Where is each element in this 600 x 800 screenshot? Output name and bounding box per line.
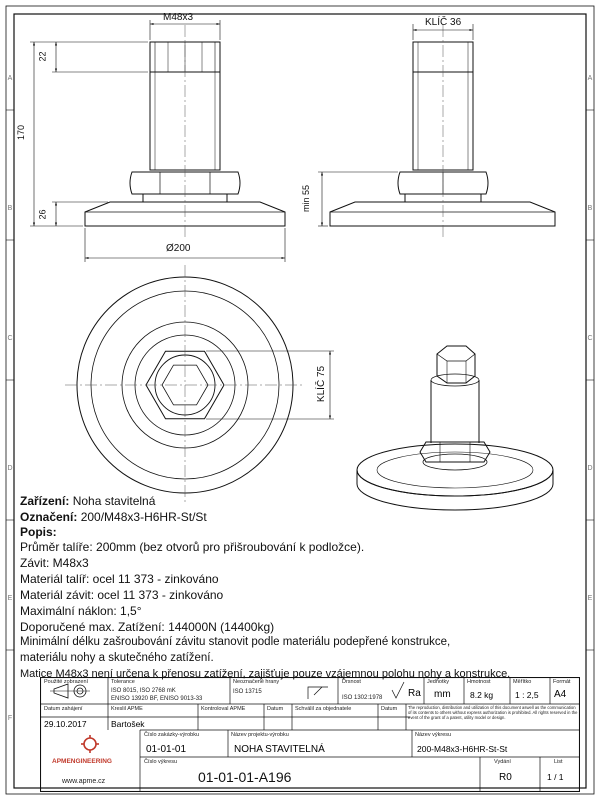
dim-key-36: KLÍČ 36	[425, 17, 462, 28]
drawing-no-value: 01-01-01-A196	[198, 769, 292, 785]
date-label: Datum	[381, 706, 398, 712]
standard-label: Použité zobrazení	[44, 679, 89, 685]
order-label: Číslo zakázky-výrobku	[144, 732, 200, 738]
dim-diameter-200: Ø200	[166, 243, 191, 254]
zone-letter-a-left: A	[7, 75, 13, 82]
format-value: A4	[554, 689, 567, 700]
drawing-no-label: Číslo výkresu	[144, 759, 178, 765]
project-label: Název projektu-výrobku	[231, 732, 289, 738]
dim-key-75: KLÍČ 75	[316, 365, 328, 403]
designation-line	[20, 510, 207, 524]
order-value: 01-01-01	[146, 744, 187, 755]
drawing-name-label: Název výkresu	[415, 732, 452, 738]
format-label: Formát	[553, 679, 571, 685]
side-dimensions	[318, 24, 473, 226]
drawn-value: Bartošek	[111, 719, 145, 729]
dim-min-55: min 55	[301, 184, 312, 213]
spec-line: Materiál talíř: ocel 11 373 - zinkováno	[20, 572, 219, 586]
tolerance-line: ENISO 13920 BF, ENISO 9013-33	[111, 696, 203, 702]
spec-line: Maximální náklon: 1,5°	[20, 604, 142, 618]
drawn-label: Kreslil APME	[111, 706, 143, 712]
spec-line: Materiál závit: ocel 11 373 - zinkováno	[20, 588, 224, 602]
roughness-label: Drsnost	[342, 679, 361, 685]
roughness-value: ISO 1302:1978	[342, 695, 383, 701]
note-line: materiálu nohy a skutečného zatížení.	[20, 652, 214, 664]
unspec-edges-label: Neoznačené hrany	[233, 679, 280, 685]
issue-value: R0	[499, 772, 512, 783]
checked-label: Kontroloval APME	[201, 706, 246, 712]
scale-value: 1 : 2,5	[515, 690, 539, 700]
unspec-edges-value: ISO 13715	[233, 689, 262, 695]
designation-label: Označení:	[20, 510, 78, 524]
side-view	[330, 42, 555, 226]
company-logo	[81, 735, 99, 753]
drawing-name-value: 200-M48x3-H6HR-St-St	[417, 744, 508, 754]
zone-letter-c-left: C	[7, 335, 13, 342]
zone-letter-d-right: D	[587, 465, 593, 472]
sheet-label: List	[554, 759, 563, 765]
device-label: Zařízení:	[20, 494, 70, 508]
website: www.apme.cz	[62, 778, 106, 785]
spec-line: Doporučené max. Zatížení: 144000N (14400kg)	[20, 620, 275, 634]
sheet-value: 1 / 1	[547, 772, 564, 782]
mass-value: 8.2 kg	[470, 690, 494, 700]
zone-letter-a-right: A	[587, 75, 593, 82]
note-line: Minimální délku zašroubování závitu stanovit podle materiálu podepřené konstrukce,	[20, 636, 451, 648]
units-value: mm	[434, 689, 451, 700]
dim-thread-m48x3: M48x3	[163, 12, 194, 23]
mass-label: Hmotnost	[467, 679, 491, 685]
edge-symbol	[308, 687, 328, 699]
spec-line: Závit: M48x3	[20, 556, 89, 570]
date-start-value: 29.10.2017	[44, 719, 87, 729]
device-value: Noha stavitelná	[72, 494, 156, 508]
tolerance-label: Tolerance	[111, 679, 135, 685]
tolerance-line: ISO 8015, ISO 2768 mK	[111, 688, 176, 694]
device-line	[20, 494, 155, 508]
scale-label: Měřítko	[513, 679, 532, 685]
roughness-ra: Ra	[408, 688, 421, 699]
date-label: Datum	[267, 706, 284, 712]
company-name: APMENGINEERING	[52, 758, 112, 765]
zone-letter-e-left: E	[7, 595, 13, 602]
dim-height-22: 22	[37, 51, 48, 62]
spec-line: Průměr talíře: 200mm (bez otvorů pro přišroubování k podložce).	[20, 540, 365, 554]
legal-text: The reproduction, distribution and utilization of this document aswell as the communication of its contents to others without express authorization is prohibited. All rights reserved in the event of the grant of a patent, utility model or design.	[408, 705, 578, 720]
units-label: Jednotky	[427, 679, 450, 685]
title-block	[40, 677, 580, 792]
zone-letter-c-right: C	[587, 335, 593, 342]
zone-letter-e-right: E	[587, 595, 593, 602]
isometric-view	[357, 346, 553, 510]
dim-height-170: 170	[16, 124, 27, 141]
zone-letter-f-left: F	[7, 715, 13, 722]
dim-height-26: 26	[37, 209, 48, 220]
desc-label: Popis:	[20, 525, 57, 539]
designation-value: 200/M48x3-H6HR-St/St	[80, 510, 207, 524]
zone-letter-d-left: D	[7, 465, 13, 472]
zone-letter-b-right: B	[587, 205, 593, 212]
project-value: NOHA STAVITELNÁ	[234, 744, 325, 755]
issue-label: Vydání	[494, 759, 511, 765]
zone-letter-b-left: B	[7, 205, 13, 212]
approved-label: Schválil za objednatele	[295, 706, 352, 712]
date-start-label: Datum zahájení	[44, 706, 83, 712]
note-line: Matice M48x3 není určena k přenosu zatížení, zajišťuje pouze vzájemnou polohu nohy a konstrukce.	[20, 668, 511, 680]
projection-symbol	[50, 684, 90, 698]
